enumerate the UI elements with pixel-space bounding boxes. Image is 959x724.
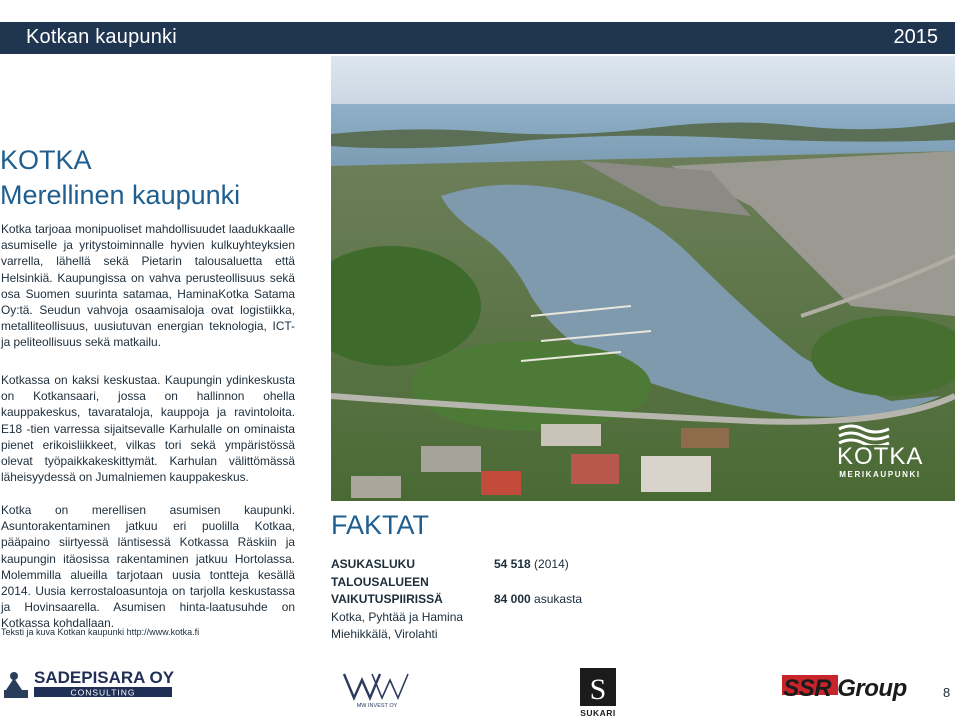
heading-line1: KOTKA (0, 145, 92, 175)
area-municipalities-2: Miehikkälä, Virolahti (331, 627, 438, 641)
kotka-merikaupunki-logo (837, 423, 923, 479)
wave-icon (837, 423, 891, 445)
mw-invest-logo (342, 670, 412, 708)
ssr-group-logo (782, 672, 908, 702)
sukari-letter: S (589, 673, 607, 706)
influence-value-cell (494, 591, 582, 609)
sadepisara-sub: CONSULTING (70, 687, 136, 698)
fact-row-influence (331, 591, 583, 609)
heading-line2: Merellinen kaupunki (0, 180, 241, 210)
sukari-name: SUKARI (580, 708, 616, 718)
area-label-2: VAIKUTUSPIIRISSÄ (331, 592, 443, 606)
area-label-1: TALOUSALUEEN (331, 574, 429, 589)
header-title: Kotkan kaupunki (26, 26, 177, 48)
influence-value: 84 000 (494, 592, 531, 606)
ssr-text: SSR Group (783, 675, 907, 702)
aerial-photo (331, 56, 955, 501)
facts-table (331, 556, 583, 644)
population-value: 54 518 (494, 557, 531, 571)
page-heading (0, 143, 240, 213)
faktat-title: FAKTAT (331, 510, 430, 540)
population-label: ASUKASLUKU (331, 557, 415, 571)
area-municipalities-1: Kotka, Pyhtää ja Hamina (331, 609, 464, 624)
photo-credit: Teksti ja kuva Kotkan kaupunki http://www.kotka.fi (1, 627, 200, 637)
sukari-logo (578, 668, 618, 720)
page-header (0, 22, 955, 54)
logo-wordmark: KOTKA (837, 443, 924, 470)
fact-row-population (331, 556, 569, 574)
logo-subtitle: MERIKAUPUNKI (839, 470, 921, 479)
sadepisara-name: SADEPISARA OY (34, 668, 174, 687)
header-year: 2015 (893, 26, 938, 48)
population-year: (2014) (534, 557, 569, 571)
fact-row-area-label (331, 574, 463, 592)
sadepisara-logo (2, 666, 174, 702)
influence-unit: asukasta (534, 592, 583, 606)
population-value-cell (494, 556, 569, 574)
paragraph-intro: Kotka tarjoaa monipuoliset mahdollisuudet laadukkaalle asumiselle ja yritystoiminnalle hyvien kulkuyhteyksien varrella, lähellä sekä Pietarin talousaluetta että Helsinkiä. Kaupungissa on vahva perusteollisuus sekä osa Suomen suurinta satamaa, HaminaKotka Satama Oy:tä. Seudun vahvoja osaamisaloja ovat logistiikka, metalliteollisuus, uusiutuvan energian teknologia, ICT- ja peliteollisuus sekä matkailu. (1, 222, 295, 350)
page-number: 8 (943, 685, 951, 700)
paragraph-centres: Kotkassa on kaksi keskustaa. Kaupungin ydinkeskusta on Kotkansaari, jossa on hallinnon ohella kauppakeskus, tavarataloja, kauppoja ja ravintoloita. E18 -tien varressa sijaitsevalle Karhulalle on ominaista pienet erikoisliikkeet, vilkas tori sekä ympäristössä olevat työpaikkakeskittymät. Karhulan välittömässä läheisyydessä on Jumalniemen kauppakeskus. (1, 373, 295, 485)
paragraph-housing: Kotka on merellisen asumisen kaupunki. Asuntorakentaminen jatkuu eri puolilla Kotkaa, pääpaino siirtyessä läntisessä Kotkassa Räskiin ja kaupungin itäosissa rakentaminen jatkuu Hortolassa. Molemmilla alueilla tarjotaan uusia tontteja kesällä 2014. Uusia kerrostaloasuntoja on tarjolla keskustassa ja Hovinsaarella. Asumisen hinta-laatusuhde on Kotkassa kohdallaan. (1, 503, 295, 631)
mw-sub: MW INVEST OY (356, 703, 398, 708)
